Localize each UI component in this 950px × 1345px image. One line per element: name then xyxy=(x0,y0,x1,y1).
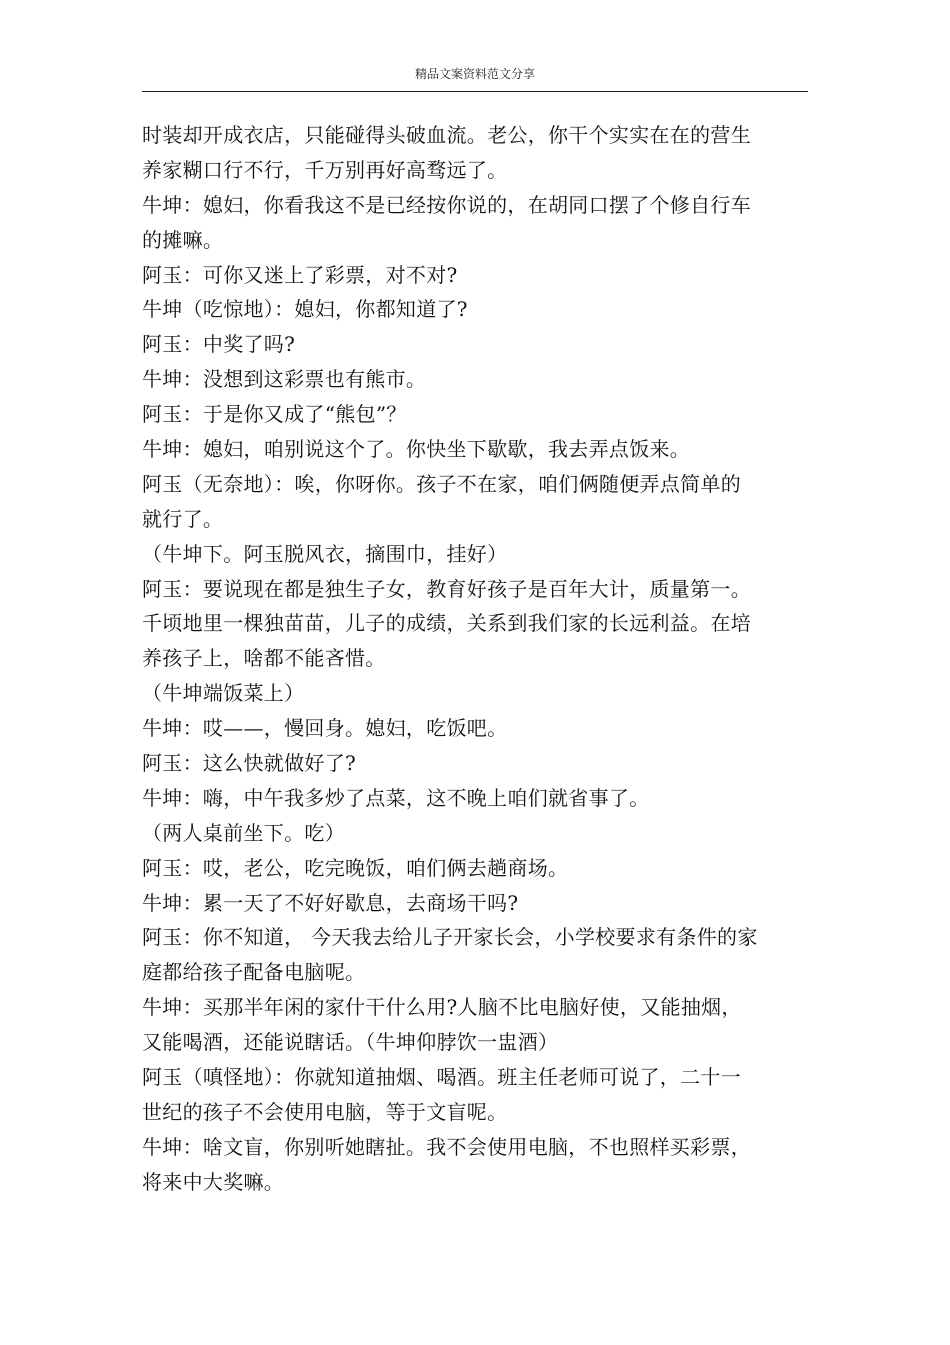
text-line: 庭都给孩子配备电脑呢。 xyxy=(142,960,366,985)
text-line: 的摊嘛。 xyxy=(142,227,224,252)
text-line: 养家糊口行不行，千万别再好高骛远了。 xyxy=(142,157,508,182)
text-line: 世纪的孩子不会使用电脑，等于文盲呢。 xyxy=(142,1099,508,1124)
text-line: 牛坤：嗨，中午我多炒了点菜，这不晚上咱们就省事了。 xyxy=(142,785,650,810)
text-line: 牛坤：媳妇，你看我这不是已经按你说的，在胡同口摆了个修自行车 xyxy=(142,192,751,217)
text-line: 牛坤：没想到这彩票也有熊市。 xyxy=(142,367,427,392)
header-divider xyxy=(142,91,808,92)
text-line: 养孩子上，啥都不能吝惜。 xyxy=(142,646,386,671)
text-line: 牛坤：啥文盲，你别听她瞎扯。我不会使用电脑，不也照样买彩票， xyxy=(142,1134,751,1159)
stage-direction: （两人桌前坐下。吃） xyxy=(142,820,345,845)
text-line: 阿玉（嗔怪地）：你就知道抽烟、喝酒。班主任老师可说了，二十一 xyxy=(142,1065,741,1090)
text-line: 阿玉：要说现在都是独生子女，教育好孩子是百年大计，质量第一。 xyxy=(142,576,751,601)
text-line: 牛坤：哎——，慢回身。媳妇，吃饭吧。 xyxy=(142,716,508,741)
page-header xyxy=(142,0,808,92)
text-line: 就行了。 xyxy=(142,506,224,531)
text-line: 阿玉：哎，老公，吃完晚饭，咱们俩去趟商场。 xyxy=(142,855,569,880)
text-line: 阿玉：这么快就做好了? xyxy=(142,751,357,776)
text-line: 阿玉：于是你又成了“熊包”？ xyxy=(142,402,407,427)
text-line: 阿玉（无奈地）：唉，你呀你。孩子不在家，咱们俩随便弄点简单的 xyxy=(142,471,741,496)
header-title: 精品文案资料范文分享 xyxy=(414,67,535,81)
text-line: 千顷地里一棵独苗苗，儿子的成绩，关系到我们家的长远利益。在培 xyxy=(142,611,751,636)
document-body xyxy=(142,118,808,1200)
text-line: 牛坤（吃惊地）：媳妇，你都知道了? xyxy=(142,297,468,322)
text-line: 又能喝酒，还能说瞎话。（牛坤仰脖饮一盅酒） xyxy=(142,1030,559,1055)
stage-direction: （牛坤下。阿玉脱风衣，摘围巾，挂好） xyxy=(142,541,508,566)
text-line: 将来中大奖嘛。 xyxy=(142,1169,285,1194)
text-line: 阿玉：可你又迷上了彩票，对不对? xyxy=(142,262,458,287)
text-line: 牛坤：媳妇，咱别说这个了。你快坐下歇歇，我去弄点饭来。 xyxy=(142,437,691,462)
text-line: 阿玉：你不知道， 今天我去给儿子开家长会，小学校要求有条件的家 xyxy=(142,925,758,950)
text-line: 牛坤：累一天了不好好歇息，去商场干吗? xyxy=(142,890,519,915)
text-line: 时装却开成衣店，只能碰得头破血流。老公，你干个实实在在的营生 xyxy=(142,123,751,147)
text-line: 牛坤：买那半年闲的家什干什么用?人脑不比电脑好使，又能抽烟， xyxy=(142,995,742,1020)
stage-direction: （牛坤端饭菜上） xyxy=(142,681,305,706)
text-line: 阿玉：中奖了吗? xyxy=(142,332,296,357)
